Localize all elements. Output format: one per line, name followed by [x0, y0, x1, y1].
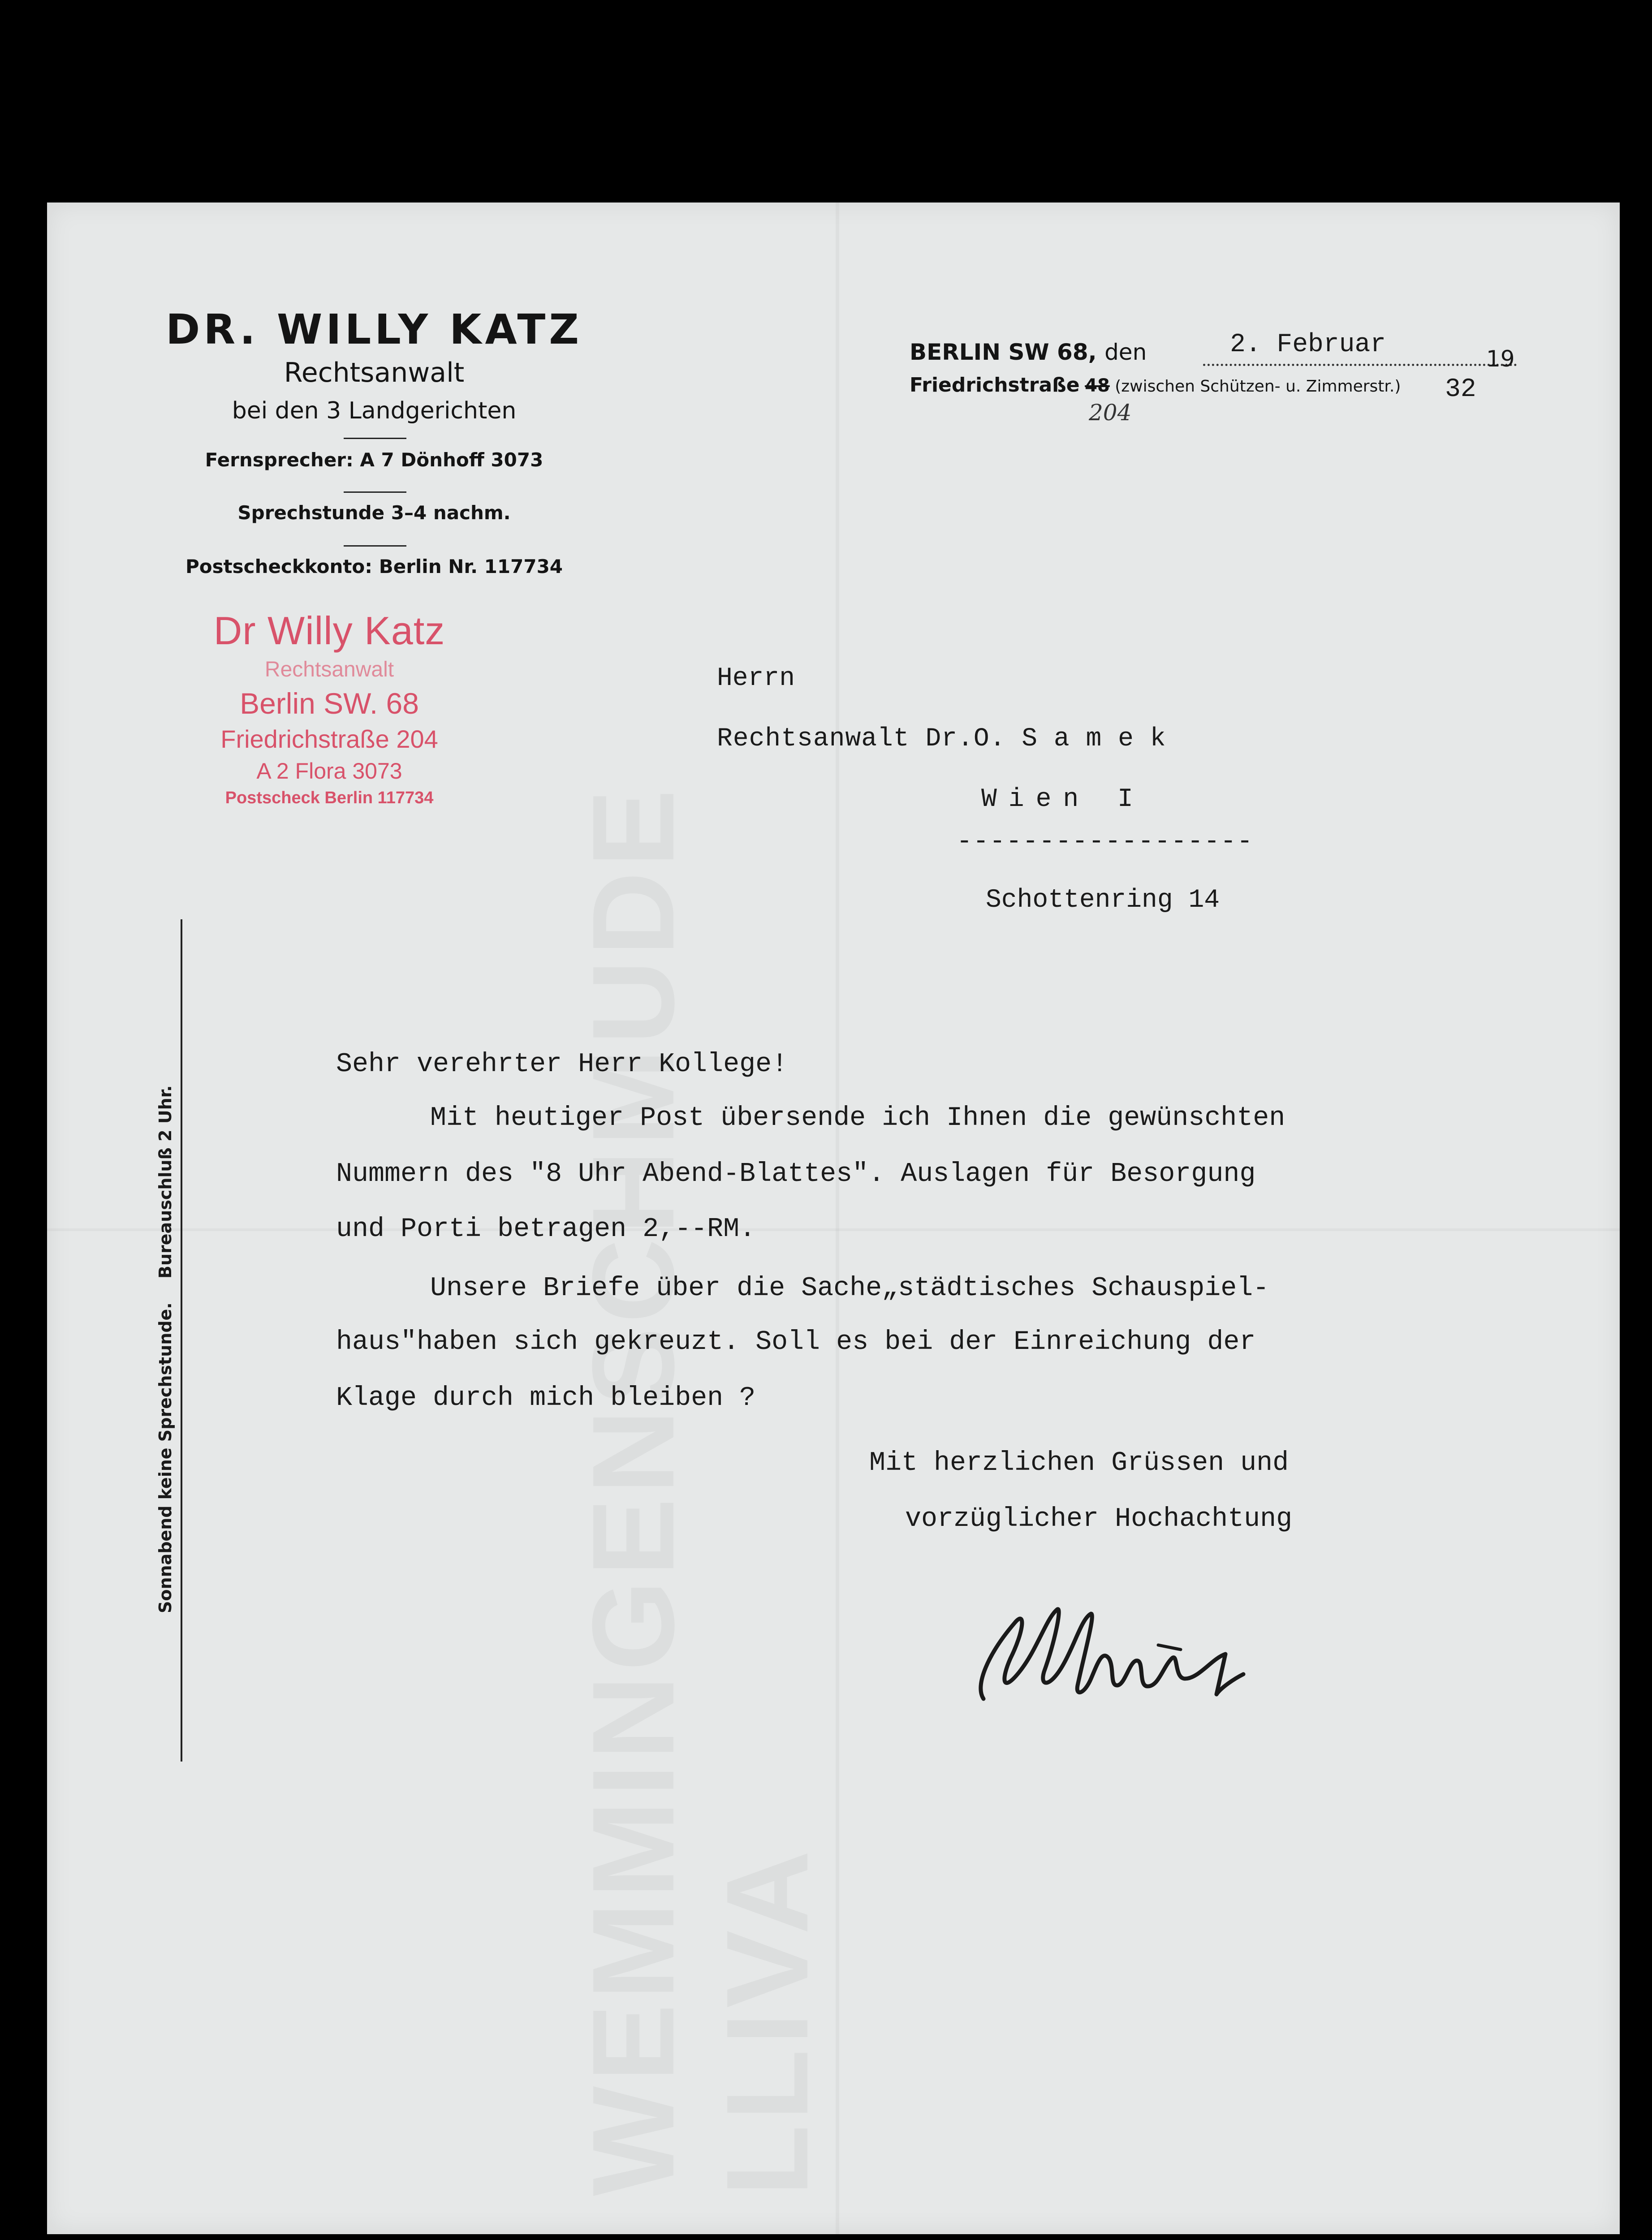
- side-note-closing: Bureauschluß 2 Uhr.: [155, 1085, 175, 1279]
- recipient-name: Rechtsanwalt Dr.O. S a m e k: [717, 724, 1166, 754]
- letterhead-divider: [344, 438, 406, 439]
- letterhead-hours: Sprechstunde 3–4 nachm.: [237, 502, 511, 524]
- place-line: [910, 339, 1147, 365]
- stamp-street: Friedrichstraße 204: [220, 725, 438, 753]
- stamp-giro: Postscheck Berlin 117734: [225, 788, 434, 807]
- body-line: Klage durch mich bleiben ?: [336, 1383, 756, 1413]
- body-line: haus"haben sich gekreuzt. Soll es bei der Einreichung der: [336, 1327, 1256, 1357]
- street-note: (zwischen Schützen- u. Zimmerstr.): [1115, 377, 1401, 396]
- closing-line: vorzüglicher Hochachtung: [905, 1504, 1293, 1534]
- letterhead-giro: Postscheckkonto: Berlin Nr. 117734: [185, 556, 563, 577]
- stamp-phone: A 2 Flora 3073: [256, 758, 402, 784]
- letter-salutation: Sehr verehrter Herr Kollege!: [336, 1049, 788, 1080]
- recipient-street: Schottenring 14: [986, 886, 1220, 915]
- year-prefix: 19: [1486, 346, 1515, 372]
- body-line: Nummern des "8 Uhr Abend-Blattes". Auslagen für Besorgung: [336, 1159, 1256, 1189]
- closing-line: Mit herzlichen Grüssen und: [869, 1448, 1289, 1478]
- place-city: BERLIN SW 68,: [910, 339, 1097, 365]
- handwritten-signature: [948, 1582, 1252, 1717]
- place-den: den: [1104, 339, 1147, 365]
- body-line: Mit heutiger Post übersende ich Ihnen die gewünschten: [430, 1103, 1285, 1133]
- date-dotted-line: [1203, 364, 1517, 366]
- stamp-name: Dr Willy Katz: [213, 608, 445, 653]
- letterhead-title: Rechtsanwalt: [284, 357, 465, 388]
- street-line: [910, 374, 1401, 396]
- recipient-underline: ------------------: [957, 827, 1254, 857]
- letterhead-phone: Fernsprecher: A 7 Dönhoff 3073: [205, 449, 543, 471]
- date-typed: 2. Februar: [1230, 330, 1386, 359]
- letter-paper: [47, 202, 1620, 2234]
- side-note-hours: Sonnabend keine Sprechstunde.: [155, 1302, 175, 1614]
- letterhead-divider: [344, 491, 406, 493]
- body-line: und Porti betragen 2,--RM.: [336, 1214, 756, 1245]
- street-number-struck: 48: [1085, 375, 1110, 396]
- year-typed: 32: [1445, 375, 1476, 404]
- stamp-city: Berlin SW. 68: [240, 687, 419, 720]
- letterhead-name: DR. WILLY KATZ: [166, 306, 582, 353]
- stamp-title: Rechtsanwalt: [264, 658, 394, 681]
- side-note: [155, 919, 182, 1762]
- recipient-city: Wien I: [981, 785, 1145, 814]
- handwritten-number: 204: [1089, 400, 1132, 426]
- recipient-salutation: Herrn: [717, 664, 795, 693]
- letterhead-courts: bei den 3 Landgerichten: [232, 397, 517, 424]
- body-line: Unsere Briefe über die Sache„städtisches Schauspiel-: [430, 1273, 1269, 1304]
- letterhead-divider: [344, 545, 406, 547]
- street-name: Friedrichstraße: [910, 374, 1080, 396]
